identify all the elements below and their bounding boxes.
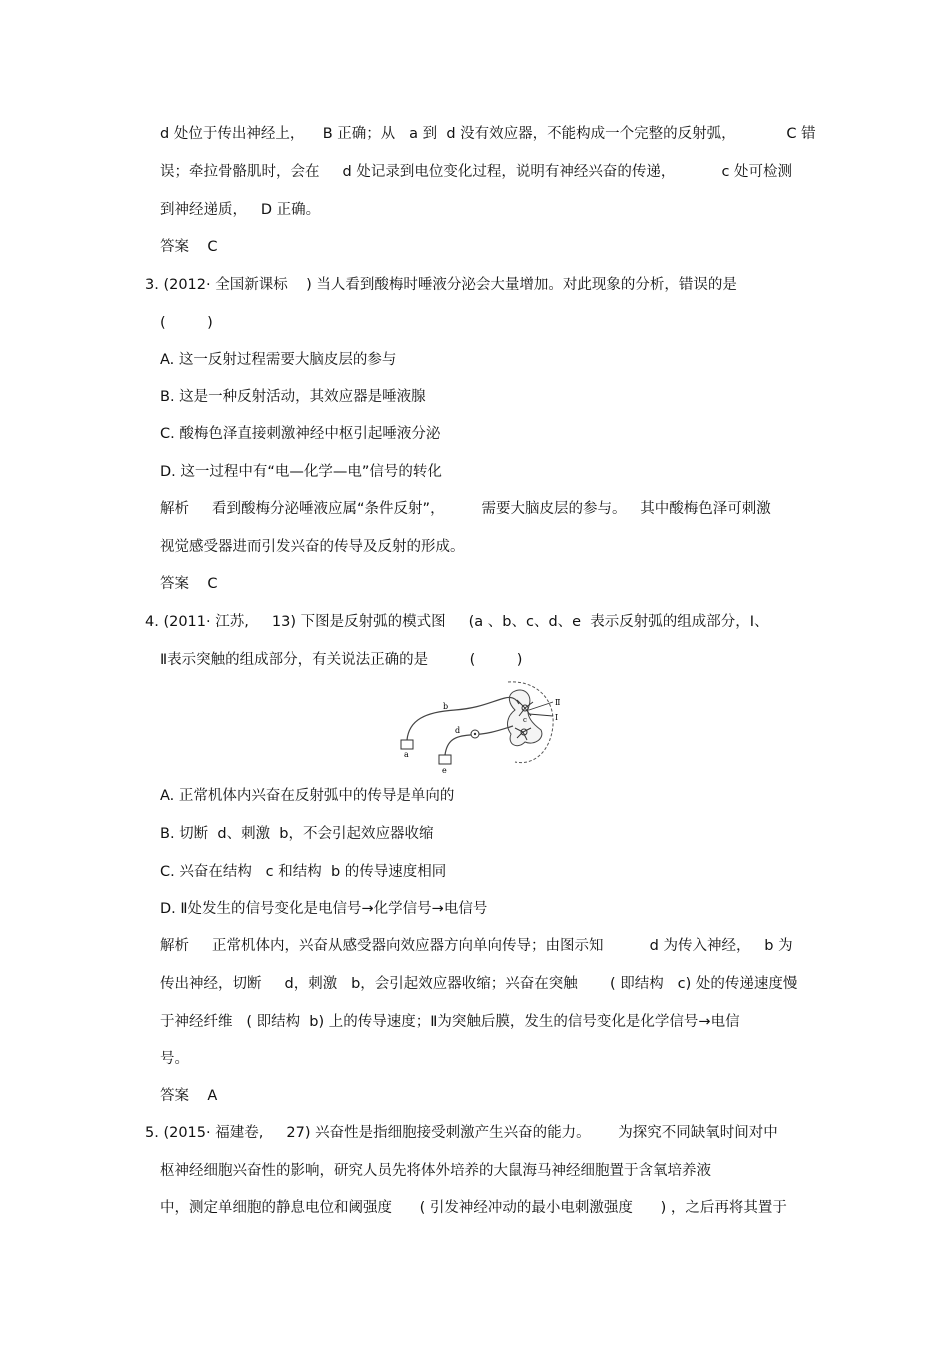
question-3-bracket: ( ) <box>160 315 213 331</box>
option-c: C. 酸梅色泽直接刺激神经中枢引起唾液分泌 <box>160 426 441 442</box>
label-II: Ⅱ <box>555 698 561 707</box>
label-a: a <box>404 750 409 759</box>
analysis-line: 传出神经，切断 d，刺激 b，会引起效应器收缩；兴奋在突触 ( 即结构 c) 处的传递速度慢 <box>160 976 798 992</box>
option-a: A. 正常机体内兴奋在反射弧中的传导是单向的 <box>160 788 455 804</box>
label-c: c <box>523 716 527 724</box>
option-a: A. 这一反射过程需要大脑皮层的参与 <box>160 352 397 368</box>
text-line: d 处位于传出神经上， B 正确；从 a 到 d 没有效应器，不能构成一个完整的反射弧， C 错 <box>160 126 816 142</box>
option-b: B. 切断 d、刺激 b，不会引起效应器收缩 <box>160 826 434 842</box>
label-d: d <box>455 726 461 735</box>
analysis-line: 号。 <box>160 1051 189 1067</box>
text-line: 误；牵拉骨骼肌时，会在 d 处记录到电位变化过程，说明有神经兴奋的传递， c 处可检测 <box>160 164 793 180</box>
nerve-b <box>407 697 519 740</box>
text-line: 到神经递质， D 正确。 <box>160 202 321 218</box>
question-3-stem: 3. (2012· 全国新课标 ) 当人看到酸梅时唾液分泌会大量增加。对此现象的分析，错误的是 <box>145 277 737 293</box>
question-4-stem: 4. (2011· 江苏, 13) 下图是反射弧的模式图 (a 、b、c、d、e 表示反射弧的组成部分，Ⅰ、 <box>145 614 769 630</box>
analysis-line: 解析 看到酸梅分泌唾液应属“条件反射”， 需要大脑皮层的参与。 其中酸梅色泽可刺激 <box>160 501 771 517</box>
option-d: D. Ⅱ处发生的信号变化是电信号→化学信号→电信号 <box>160 901 488 917</box>
label-b: b <box>443 702 449 711</box>
answer-line: 答案 A <box>160 1088 218 1104</box>
answer-line: 答案 C <box>160 239 218 255</box>
reflex-arc-diagram <box>395 680 570 780</box>
structure-a-box <box>401 740 413 749</box>
question-4-stem: Ⅱ表示突触的组成部分，有关说法正确的是 ( ) <box>160 652 523 668</box>
question-5-stem: 枢神经细胞兴奋性的影响，研究人员先将体外培养的大鼠海马神经细胞置于含氧培养液 <box>160 1163 711 1179</box>
question-5-stem: 中，测定单细胞的静息电位和阈强度 ( 引发神经冲动的最小电刺激强度 ) ，之后再将其置于 <box>160 1200 787 1216</box>
label-e: e <box>442 766 447 775</box>
analysis-line: 视觉感受器进而引发兴奋的传导及反射的形成。 <box>160 539 465 555</box>
option-c: C. 兴奋在结构 c 和结构 b 的传导速度相同 <box>160 864 447 880</box>
label-I: Ⅰ <box>555 713 559 722</box>
structure-e-box <box>439 755 451 764</box>
question-5-stem: 5. (2015· 福建卷, 27) 兴奋性是指细胞接受刺激产生兴奋的能力。 为探究不同缺氧时间对中 <box>145 1125 778 1141</box>
option-d: D. 这一过程中有“电—化学—电”信号的转化 <box>160 464 442 480</box>
answer-line: 答案 C <box>160 576 218 592</box>
analysis-line: 于神经纤维 ( 即结构 b) 上的传导速度；Ⅱ为突触后膜，发生的信号变化是化学信号→电信 <box>160 1014 740 1030</box>
analysis-line: 解析 正常机体内，兴奋从感受器向效应器方向单向传导；由图示知 d 为传入神经， b 为 <box>160 938 793 954</box>
option-b: B. 这是一种反射活动，其效应器是唾液腺 <box>160 389 426 405</box>
